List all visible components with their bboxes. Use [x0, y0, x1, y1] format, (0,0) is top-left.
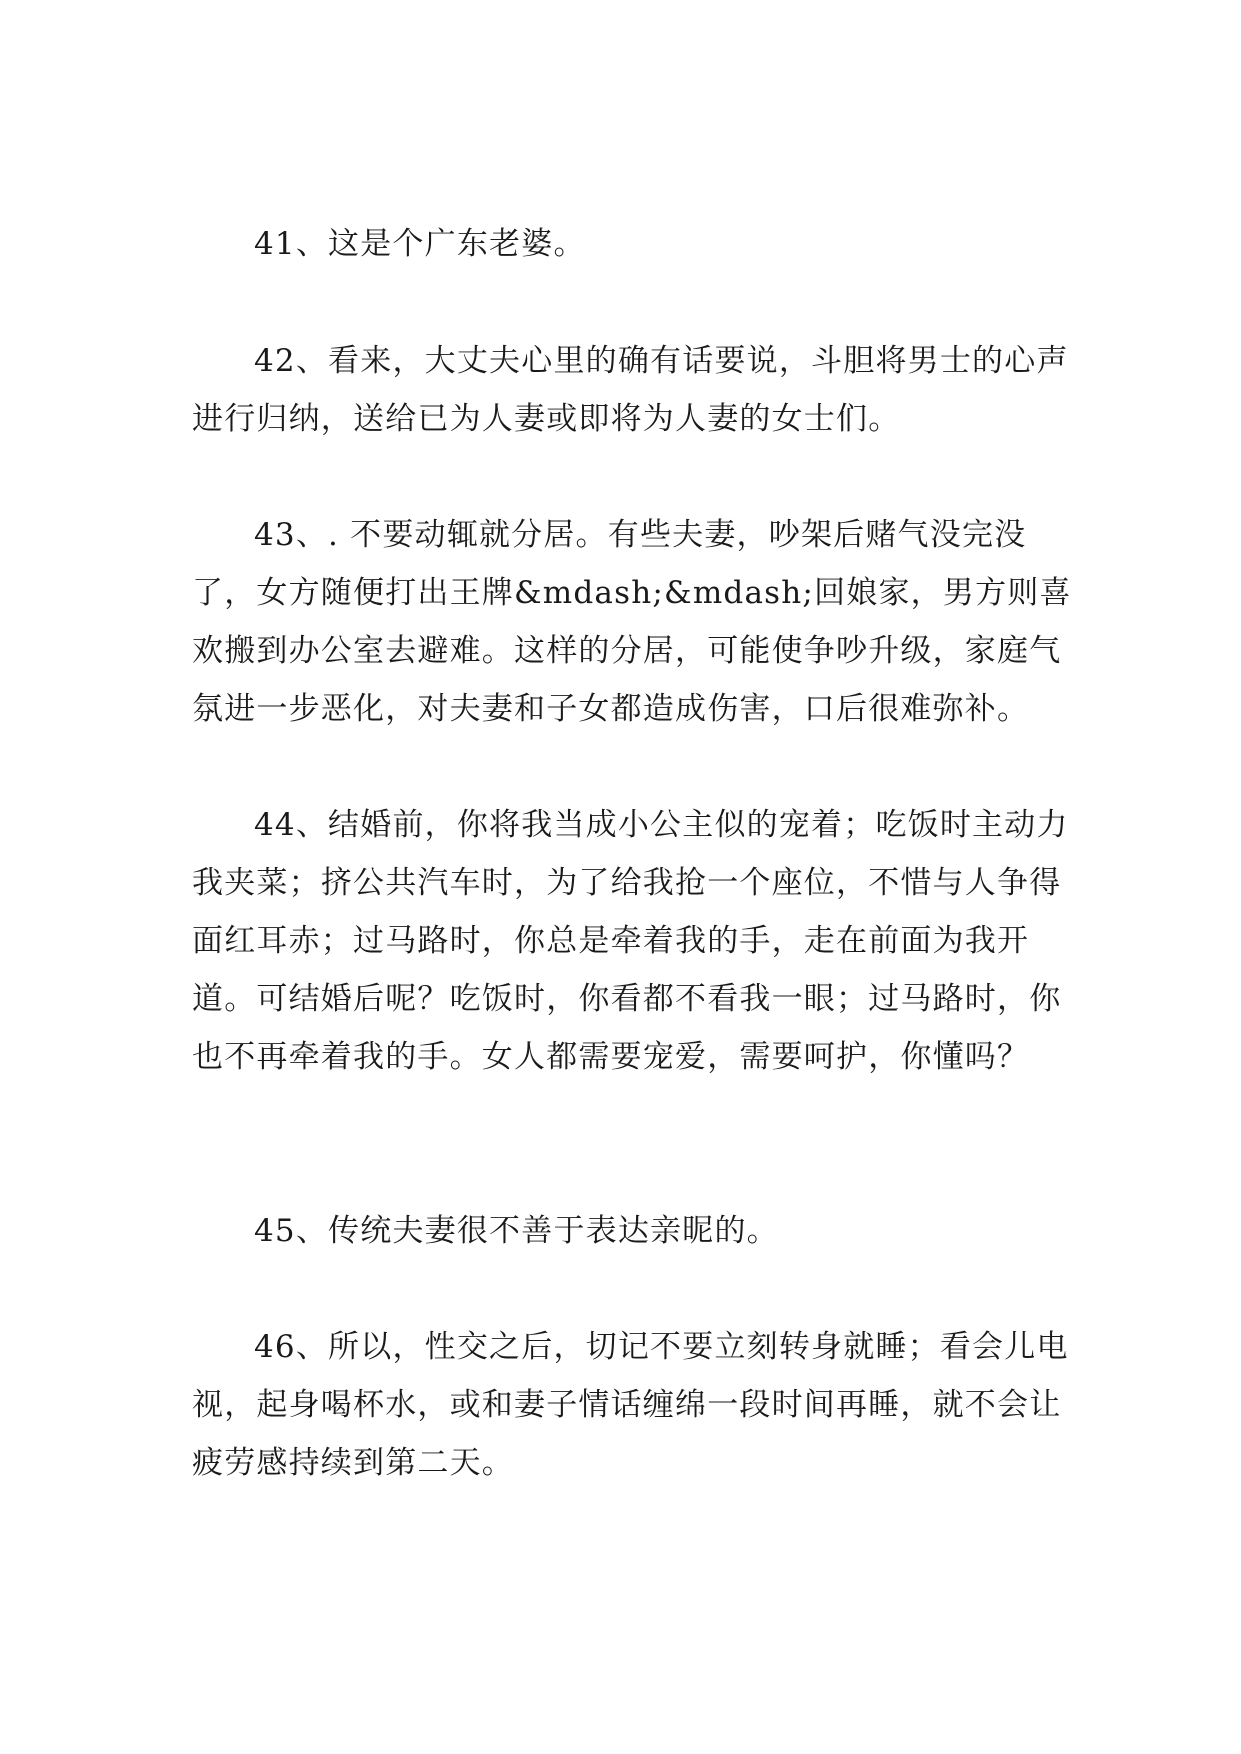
paragraph-44: 44、结婚前，你将我当成小公主似的宠着；吃饭时主动力我夹菜；挤公共汽车时，为了给我抢一个座位，不惜与人争得面红耳赤；过马路时，你总是牵着我的手，走在前面为我开道。可结婚后呢？吃饭时，你看都不看我一眼；过马路时，你也不再牵着我的手。女人都需要宠爱，需要呵护，你懂吗？: [192, 807, 1069, 1075]
paragraph-46: 46、所以，性交之后，切记不要立刻转身就睡；看会儿电视，起身喝杯水，或和妻子情话缠绵一段时间再睡，就不会让疲劳感持续到第二天。: [192, 1329, 1069, 1481]
paragraph-41: 41、这是个广东老婆。: [254, 226, 586, 262]
paragraph-45: 45、传统夫妻很不善于表达亲昵的。: [254, 1213, 779, 1249]
paragraph-43: 43、. 不要动辄就分居。有些夫妻，吵架后赌气没完没了，女方随便打出王牌&mdash;&mdash;回娘家，男方则喜欢搬到办公室去避难。这样的分居，可能使争吵升级，家庭气氛进一步恶化，对夫妻和子女都造成伤害，口后很难弥补。: [192, 517, 1072, 727]
paragraph-42: 42、看来，大丈夫心里的确有话要说，斗胆将男士的心声进行归纳，送给已为人妻或即将为人妻的女士们。: [192, 343, 1069, 437]
